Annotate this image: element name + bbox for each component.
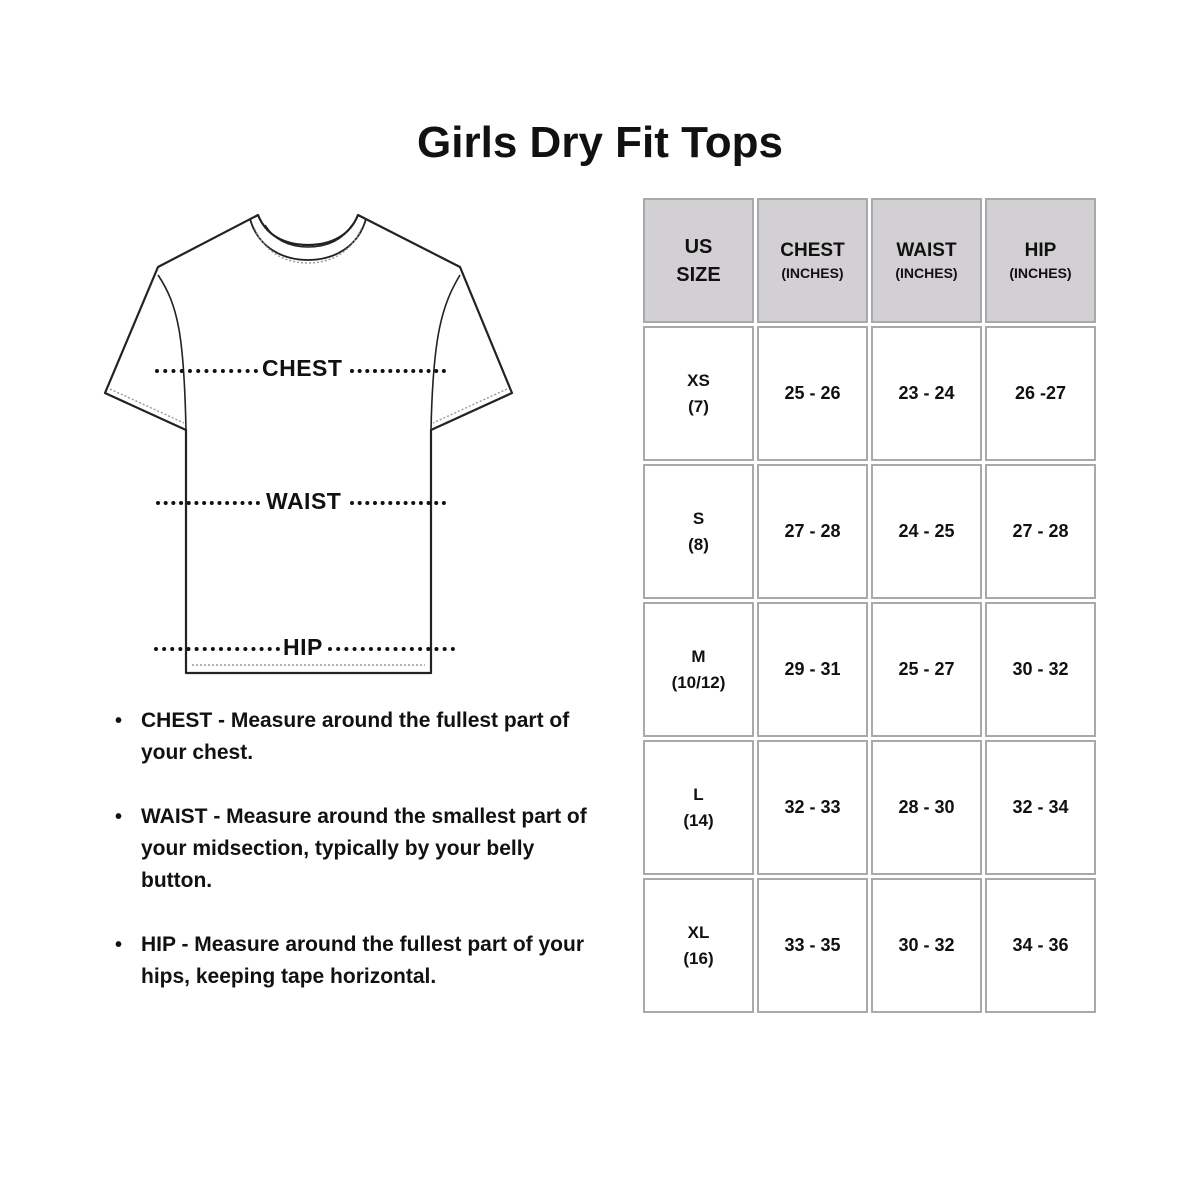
waist-cell: 30 - 32 [871, 878, 982, 1013]
hip-label: HIP [283, 634, 323, 660]
size-cell: XS (7) [643, 326, 754, 461]
tshirt-diagram [100, 205, 520, 685]
chest-cell: 27 - 28 [757, 464, 868, 599]
chest-label: CHEST [262, 355, 343, 381]
chest-cell: 25 - 26 [757, 326, 868, 461]
size-cell: S (8) [643, 464, 754, 599]
hip-cell: 27 - 28 [985, 464, 1096, 599]
waist-cell: 28 - 30 [871, 740, 982, 875]
table-row [643, 740, 1096, 875]
chest-cell: 32 - 33 [757, 740, 868, 875]
size-cell: XL (16) [643, 878, 754, 1013]
table-row [643, 878, 1096, 1013]
chest-cell: 29 - 31 [757, 602, 868, 737]
table-row [643, 602, 1096, 737]
waist-measure-line [350, 501, 446, 505]
header-waist: WAIST (INCHES) [871, 198, 982, 323]
instruction-waist: • WAIST - Measure around the smallest part of your midsection, typically by your belly button. [113, 801, 593, 897]
hip-measure-line [328, 647, 455, 651]
hip-measure-line [154, 647, 280, 651]
chest-measure-line [350, 369, 446, 373]
waist-label: WAIST [266, 488, 342, 514]
table-header-row [643, 198, 1096, 323]
table-row [643, 464, 1096, 599]
header-us-size: US SIZE [643, 198, 754, 323]
measuring-instructions [113, 705, 593, 1025]
hip-cell: 30 - 32 [985, 602, 1096, 737]
page-title: Girls Dry Fit Tops [417, 118, 783, 167]
size-cell: M (10/12) [643, 602, 754, 737]
waist-cell: 23 - 24 [871, 326, 982, 461]
chest-measure-line [155, 369, 258, 373]
table-row [643, 326, 1096, 461]
size-chart-table [640, 195, 1099, 1016]
instruction-hip: • HIP - Measure around the fullest part of your hips, keeping tape horizontal. [113, 929, 593, 993]
header-chest: CHEST (INCHES) [757, 198, 868, 323]
header-hip: HIP (INCHES) [985, 198, 1096, 323]
waist-cell: 25 - 27 [871, 602, 982, 737]
chest-cell: 33 - 35 [757, 878, 868, 1013]
hip-cell: 32 - 34 [985, 740, 1096, 875]
tshirt-outline-icon [100, 205, 520, 685]
instruction-chest: • CHEST - Measure around the fullest part of your chest. [113, 705, 593, 769]
waist-measure-line [156, 501, 260, 505]
waist-cell: 24 - 25 [871, 464, 982, 599]
hip-cell: 26 -27 [985, 326, 1096, 461]
size-cell: L (14) [643, 740, 754, 875]
hip-cell: 34 - 36 [985, 878, 1096, 1013]
